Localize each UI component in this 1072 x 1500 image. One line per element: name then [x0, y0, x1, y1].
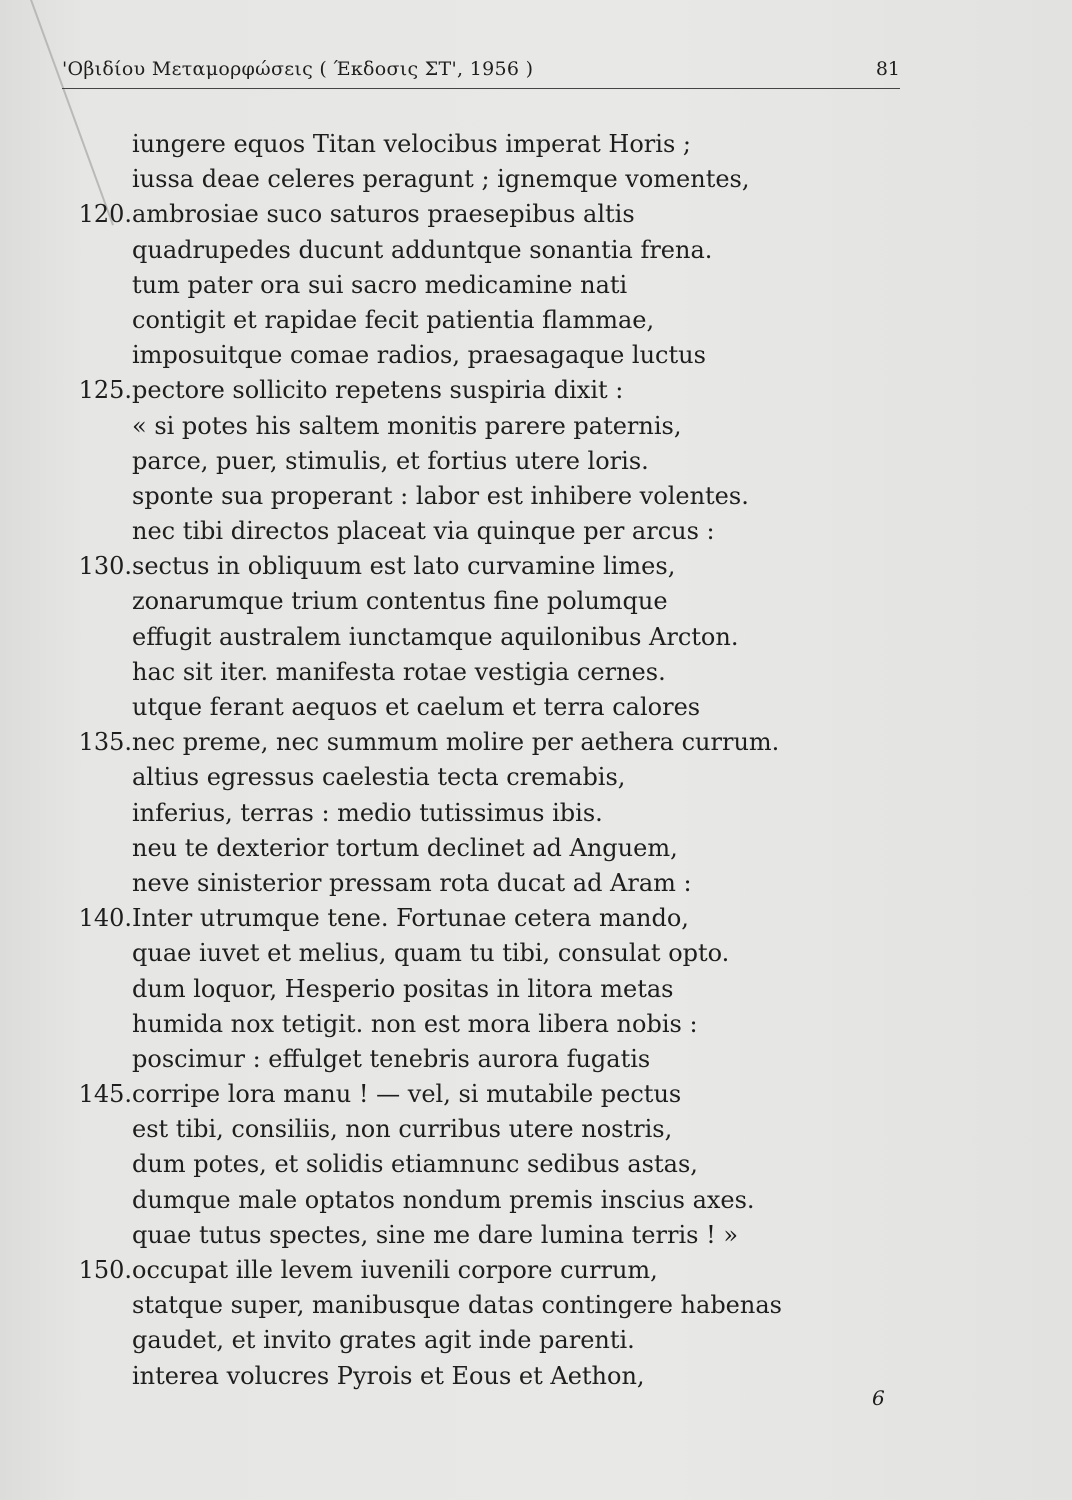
- verse-number: 140.: [78, 904, 132, 933]
- verse-text: tum pater ora sui sacro medicamine nati: [132, 270, 628, 299]
- verse-line: [62, 338, 862, 373]
- verse-line: [62, 514, 862, 549]
- verse-text: nec preme, nec summum molire per aethera currum.: [132, 728, 780, 757]
- verse-line: [62, 1323, 862, 1358]
- verse-text: hac sit iter. manifesta rotae vestigia cernes.: [132, 657, 666, 686]
- verse-number: 125.: [78, 376, 132, 405]
- verse-line: [62, 233, 862, 268]
- verse-text: effugit australem iunctamque aquilonibus Arcton.: [132, 622, 739, 651]
- verse-text: iungere equos Titan velocibus imperat Horis ;: [132, 130, 691, 158]
- verse-line: [62, 303, 862, 338]
- verse-line: [62, 796, 862, 831]
- verse-number: 135.: [78, 728, 132, 757]
- verse-line: [62, 831, 862, 866]
- verse-line: [62, 373, 862, 408]
- verse-line: [62, 690, 862, 725]
- verse-text: zonarumque trium contentus fine polumque: [132, 587, 668, 616]
- verse-line: [62, 1359, 862, 1394]
- verse-text: poscimur : effulget tenebris aurora fugatis: [132, 1044, 651, 1073]
- verse-line: [62, 655, 862, 690]
- verse-text: inferius, terras : medio tutissimus ibis.: [132, 798, 603, 827]
- verse-text: imposuitque comae radios, praesagaque luctus: [132, 341, 706, 370]
- verse-text: nec tibi directos placeat via quinque per arcus :: [132, 517, 715, 546]
- verse-text: occupat ille levem iuvenili corpore currum,: [132, 1256, 658, 1284]
- verse-line: [62, 1147, 862, 1182]
- verse-text: humida nox tetigit. non est mora libera nobis :: [132, 1009, 698, 1038]
- verse-text: corripe lora manu ! — vel, si mutabile pectus: [132, 1080, 682, 1109]
- verse-number: 150.: [78, 1256, 132, 1284]
- verse-text: contigit et rapidae fecit patientia flammae,: [132, 305, 655, 334]
- verse-line: [62, 1007, 862, 1042]
- verse-text: quadrupedes ducunt adduntque sonantia frena.: [132, 235, 713, 264]
- verse-text: ambrosiae suco saturos praesepibus altis: [132, 200, 635, 229]
- verse-line: [62, 1077, 862, 1112]
- verse-line: [62, 584, 862, 619]
- verse-line: [62, 901, 862, 936]
- verse-text: gaudet, et invito grates agit inde parenti.: [132, 1326, 635, 1355]
- verse-line: [62, 162, 862, 197]
- verse-text: quae iuvet et melius, quam tu tibi, consulat opto.: [132, 939, 730, 968]
- verse-text: dum potes, et solidis etiamnunc sedibus astas,: [132, 1150, 698, 1179]
- verse-text: dum loquor, Hesperio positas in litora metas: [132, 974, 674, 1003]
- verse-text: iussa deae celeres peragunt ; ignemque vomentes,: [132, 165, 750, 194]
- verse-line: [62, 409, 862, 444]
- verse-text: sponte sua properant : labor est inhibere volentes.: [132, 481, 749, 510]
- verse-line: [62, 549, 862, 584]
- page-number: 81: [875, 58, 900, 80]
- verse-line: [62, 936, 862, 971]
- signature-mark: 6: [872, 1386, 885, 1410]
- verse-text: quae tutus spectes, sine me dare lumina terris ! »: [132, 1220, 739, 1249]
- verse-line: [62, 1253, 862, 1288]
- verse-number: 145.: [78, 1080, 132, 1109]
- verse-number: 130.: [78, 552, 132, 581]
- verse-line: [62, 725, 862, 760]
- verse-line: [62, 620, 862, 655]
- verse-text: utque ferant aequos et caelum et terra calores: [132, 693, 701, 721]
- verse-text: parce, puer, stimulis, et fortius utere loris.: [132, 446, 649, 475]
- verse-line: [62, 197, 862, 232]
- verse-text: est tibi, consiliis, non curribus utere nostris,: [132, 1115, 673, 1144]
- verse-line: [62, 972, 862, 1007]
- verse-text: interea volucres Pyrois et Eous et Aethon,: [132, 1361, 645, 1390]
- running-title: 'Οβιδίου Μεταμορφώσεις ( Έκδοσις ΣΤ', 1956 ): [62, 58, 534, 80]
- verse-text: dumque male optatos nondum premis inscius axes.: [132, 1185, 755, 1214]
- verse-line: [62, 1183, 862, 1218]
- verse-line: [62, 268, 862, 303]
- verse-text: Inter utrumque tene. Fortunae cetera mando,: [132, 904, 689, 933]
- verse-line: [62, 1218, 862, 1253]
- verse-list: [62, 127, 862, 1394]
- page-header: [62, 58, 900, 89]
- verse-text: altius egressus caelestia tecta cremabis,: [132, 763, 626, 792]
- verse-text: neu te dexterior tortum declinet ad Anguem,: [132, 833, 678, 862]
- verse-text: sectus in obliquum est lato curvamine limes,: [132, 552, 676, 581]
- verse-line: [62, 866, 862, 901]
- verse-line: [62, 479, 862, 514]
- verse-text: neve sinisterior pressam rota ducat ad Aram :: [132, 868, 692, 897]
- verse-line: [62, 1042, 862, 1077]
- verse-line: [62, 1112, 862, 1147]
- verse-line: [62, 760, 862, 795]
- verse-number: 120.: [78, 200, 132, 229]
- verse-line: [62, 1288, 862, 1323]
- verse-text: pectore sollicito repetens suspiria dixit :: [132, 376, 624, 405]
- verse-line: [62, 127, 862, 162]
- verse-text: statque super, manibusque datas contingere habenas: [132, 1291, 782, 1320]
- verse-line: [62, 444, 862, 479]
- verse-text: « si potes his saltem monitis parere paternis,: [132, 411, 682, 440]
